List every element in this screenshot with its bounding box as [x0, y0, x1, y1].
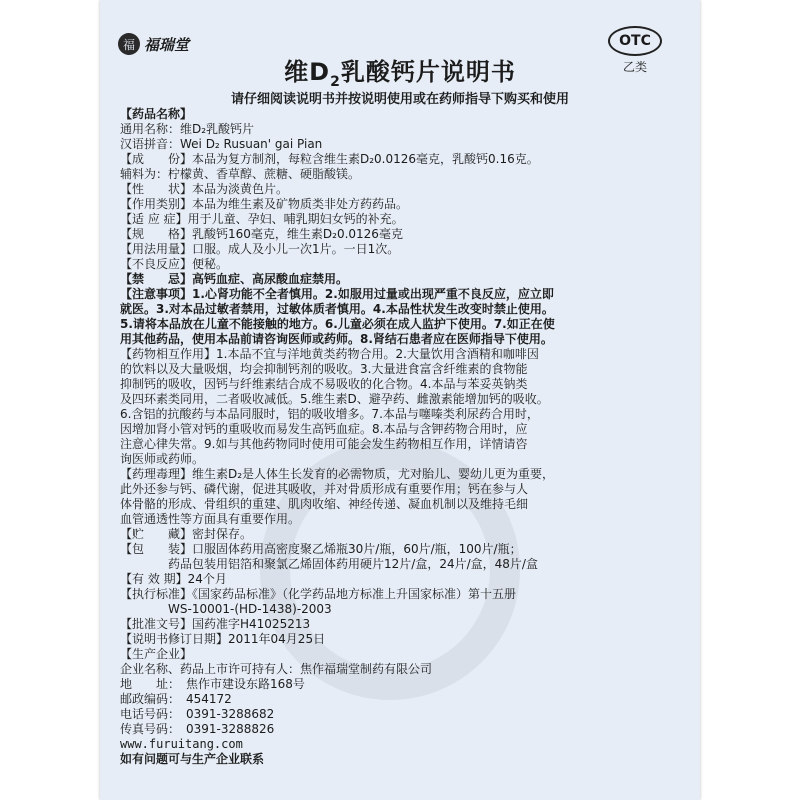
leaflet-line: 【批准文号】国药准字H41025213 [120, 617, 311, 631]
leaflet-line: 【药品名称】 [120, 107, 193, 121]
leaflet-line: 6.含铝的抗酸药与本品同服时，铝的吸收增多。7.本品与噻嗪类利尿药合用时， [120, 407, 539, 421]
leaflet-line: 【用法用量】口服。成人及小儿一次1片。一日1次。 [120, 242, 400, 256]
leaflet-line: 【说明书修订日期】2011年04月25日 [120, 632, 326, 646]
leaflet-line: 用其他药品，使用本品前请咨询医师或药师。8.肾结石患者应在医师指导下使用。 [120, 332, 553, 346]
leaflet-line: 汉语拼音：Wei D₂ Rusuan' gai Pian [120, 137, 323, 151]
leaflet-line: 【作用类别】本品为维生素及矿物质类非处方药药品。 [120, 197, 409, 211]
leaflet-line: 辅料为：柠檬黄、香草醇、蔗糖、硬脂酸镁。 [120, 167, 361, 181]
leaflet-line: 就医。3.对本品过敏者禁用，过敏体质者慎用。4.本品性状发生改变时禁止使用。 [120, 302, 554, 316]
otc-label: OTC [608, 26, 662, 56]
leaflet-line: 传真号码： 0391-3288826 [120, 722, 275, 736]
leaflet-line: 此外还参与钙、磷代谢，促进其吸收，并对骨质形成有重要作用；钙在参与人 [120, 482, 529, 496]
leaflet-line: 【注意事项】1.心肾功能不全者慎用。2.如服用过量或出现严重不良反应，应立即 [120, 287, 554, 301]
leaflet-line: 及四环素类同用，二者吸收减低。5.维生素D、避孕药、雌激素能增加钙的吸收。 [120, 392, 549, 406]
leaflet-line: 企业名称、药品上市许可持有人：焦作福瑞堂制药有限公司 [120, 662, 433, 676]
leaflet-line: 地 址： 焦作市建设东路168号 [120, 677, 305, 691]
instruction-leaflet [100, 0, 700, 800]
leaflet-line: 询医师或药师。 [120, 452, 205, 466]
leaflet-line: 【有 效 期】24个月 [120, 572, 227, 586]
leaflet-line: 体骨骼的形成、骨组织的重建、肌肉收缩、神经传递、凝血机制以及维持毛细 [120, 497, 529, 511]
otc-class: 乙类 [622, 60, 647, 74]
leaflet-line: 注意心律失常。9.如与其他药物同时使用可能会发生药物相互作用，详情请咨 [120, 437, 528, 451]
leaflet-line: 血管通透性等方面具有重要作用。 [120, 512, 301, 526]
document-title: 维$D_2$乳酸钙片说明书 [284, 58, 516, 90]
leaflet-line: 的饮料以及大量吸烟，均会抑制钙剂的吸收。3.大量进食富含纤维素的食物能 [120, 362, 528, 376]
leaflet-line: 【禁 忌】高钙血症、高尿酸血症禁用。 [120, 272, 349, 286]
leaflet-line: 【执行标准】《国家药品标准》（化学药品地方标准上升国家标准）第十五册 [120, 587, 517, 601]
otc-badge [608, 26, 662, 75]
leaflet-line: 如有问题可与生产企业联系 [120, 752, 265, 766]
leaflet-line: 通用名称：维D₂乳酸钙片 [120, 122, 255, 136]
leaflet-line: 5.请将本品放在儿童不能接触的地方。6.儿童必须在成人监护下使用。7.如正在使 [120, 317, 555, 331]
leaflet-line: 【性 状】本品为淡黄色片。 [120, 182, 289, 196]
leaflet-body [120, 107, 680, 767]
usage-notice: 请仔细阅读说明书并按说明使用或在药师指导下购买和使用 [230, 92, 569, 107]
leaflet-line: WS-10001-(HD-1438)-2003 [120, 602, 332, 616]
leaflet-line: www.furuitang.com [120, 737, 243, 751]
leaflet-line: 【包 装】口服固体药用高密度聚乙烯瓶30片/瓶，60片/瓶，100片/瓶； [120, 542, 522, 556]
leaflet-line: 【贮 藏】密封保存。 [120, 527, 253, 541]
leaflet-line: 【适 应 症】用于儿童、孕妇、哺乳期妇女钙的补充。 [120, 212, 404, 226]
leaflet-line: 邮政编码： 454172 [120, 692, 232, 706]
brand-name: 福瑞堂 [144, 35, 190, 54]
leaflet-line: 电话号码： 0391-3288682 [120, 707, 275, 721]
leaflet-line: 【药理毒理】维生素D₂是人体生长发育的必需物质，尤对胎儿、婴幼儿更为重要， [120, 467, 555, 481]
leaflet-line: 药品包装用铝箔和聚氯乙烯固体药用硬片12片/盒，24片/盒，48片/盒 [120, 557, 538, 571]
leaflet-line: 因增加肾小管对钙的重吸收而易发生高钙血症。8.本品与含钾药物合用时，应 [120, 422, 528, 436]
leaflet-line: 抑制钙的吸收，因钙与纤维素结合成不易吸收的化合物。4.本品与苯妥英钠类 [120, 377, 528, 391]
leaflet-line: 【不良反应】便秘。 [120, 257, 229, 271]
brand-logo-icon: 福 [118, 33, 140, 55]
leaflet-line: 【成 份】本品为复方制剂，每粒含维生素D₂0.0126毫克，乳酸钙0.16克。 [120, 152, 539, 166]
leaflet-line: 【生产企业】 [120, 647, 193, 661]
leaflet-line: 【药物相互作用】1.本品不宜与洋地黄类药物合用。2.大量饮用含酒精和咖啡因 [120, 347, 539, 361]
leaflet-line: 【规 格】乳酸钙160毫克，维生素D₂0.0126毫克 [120, 227, 403, 241]
